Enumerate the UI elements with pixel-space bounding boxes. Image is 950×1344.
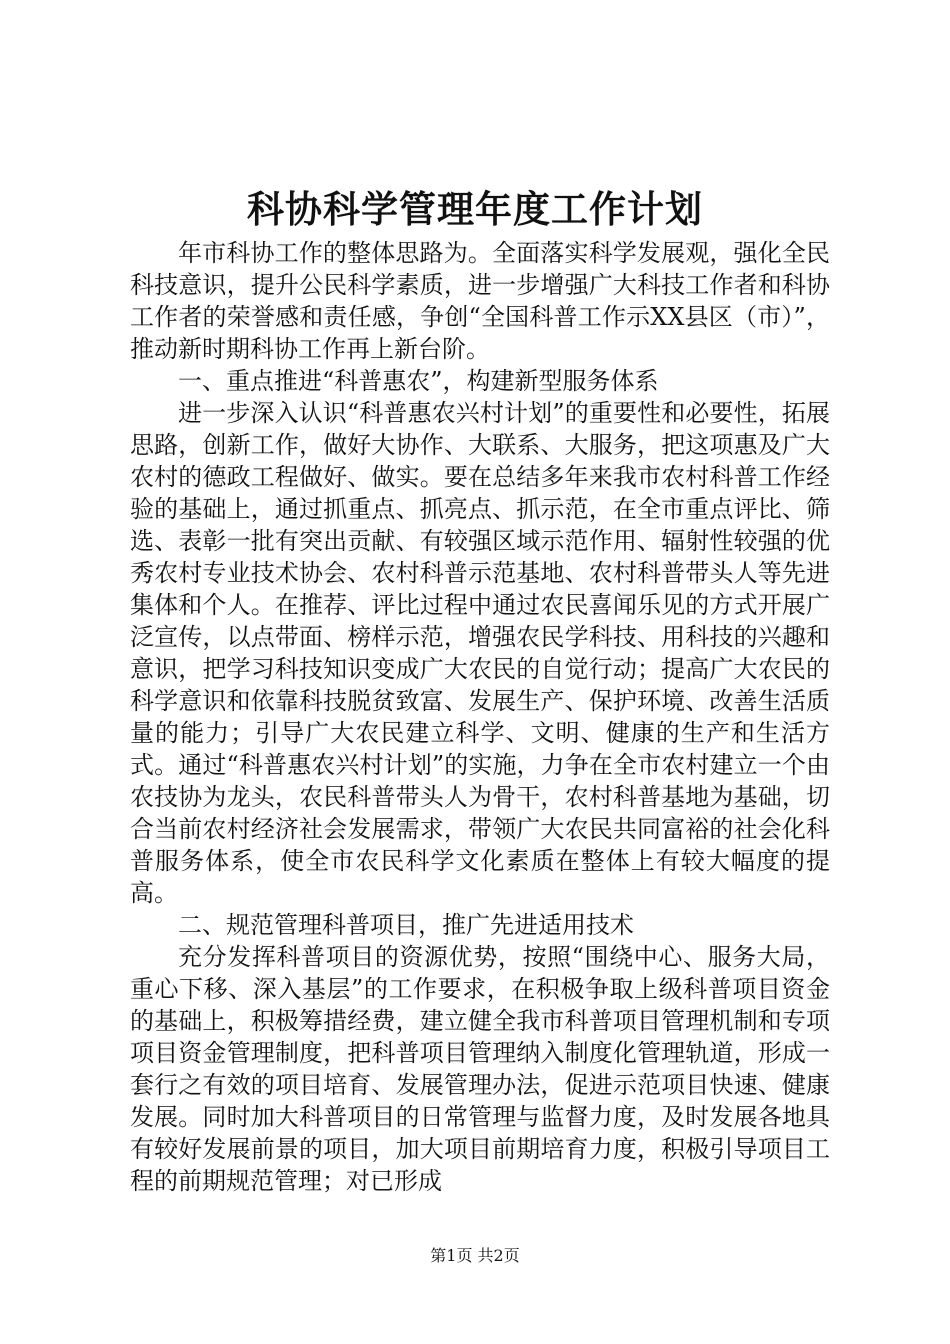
section-heading-1: 一、重点推进“科普惠农”，构建新型服务体系	[178, 367, 659, 395]
page-footer: 第1页 共2页	[430, 1246, 520, 1265]
section-1-paragraph: 进一步深入认识“科普惠农兴村计划”的重要性和必要性，拓展思路，创新工作，做好大协作、大联系、大服务，把这项惠及广大农村的德政工程做好、做实。要在总结多年来我市农村科普工作经验的基础上，通过抓重点、抓亮点、抓示范，在全市重点评比、筛选、表彰一批有突出贡献、有较强区域示范作用、辐射性较强的优秀农村专业技术协会、农村科普示范基地、农村科普带头人等先进集体和个人。在推荐、评比过程中通过农民喜闻乐见的方式开展广泛宣传，以点带面、榜样示范，增强农民学科技、用科技的兴趣和意识，把学习科技知识变成广大农民的自觉行动；提高广大农民的科学意识和依靠科技脱贫致富、发展生产、保护环境、改善生活质量的能力；引导广大农民建立科学、文明、健康的生产和生活方式。通过“科普惠农兴村计划”的实施，力争在全市农村建立一个由农技协为龙头，农民科普带头人为骨干，农村科普基地为基础，切合当前农村经济社会发展需求，带领广大农民共同富裕的社会化科普服务体系，使全市农民科学文化素质在整体上有较大幅度的提高。	[130, 399, 830, 907]
document-body	[130, 237, 830, 1197]
section-heading-2: 二、规范管理科普项目，推广先进适用技术	[178, 911, 634, 939]
document-title: 科协科学管理年度工作计划	[247, 187, 703, 231]
intro-paragraph: 年市科协工作的整体思路为。全面落实科学发展观，强化全民科技意识，提升公民科学素质，进一步增强广大科技工作者和科协工作者的荣誉感和责任感，争创“全国科普工作示XX县区（市）”，推动新时期科协工作再上新台阶。	[130, 239, 830, 363]
section-2-paragraph: 充分发挥科普项目的资源优势，按照“围绕中心、服务大局，重心下移、深入基层”的工作要求，在积极争取上级科普项目资金的基础上，积极筹措经费，建立健全我市科普项目管理机制和专项项目资金管理制度，把科普项目管理纳入制度化管理轨道，形成一套行之有效的项目培育、发展管理办法，促进示范项目快速、健康发展。同时加大科普项目的日常管理与监督力度，及时发展各地具有较好发展前景的项目，加大项目前期培育力度，积极引导项目工程的前期规范管理；对已形成	[130, 943, 830, 1195]
